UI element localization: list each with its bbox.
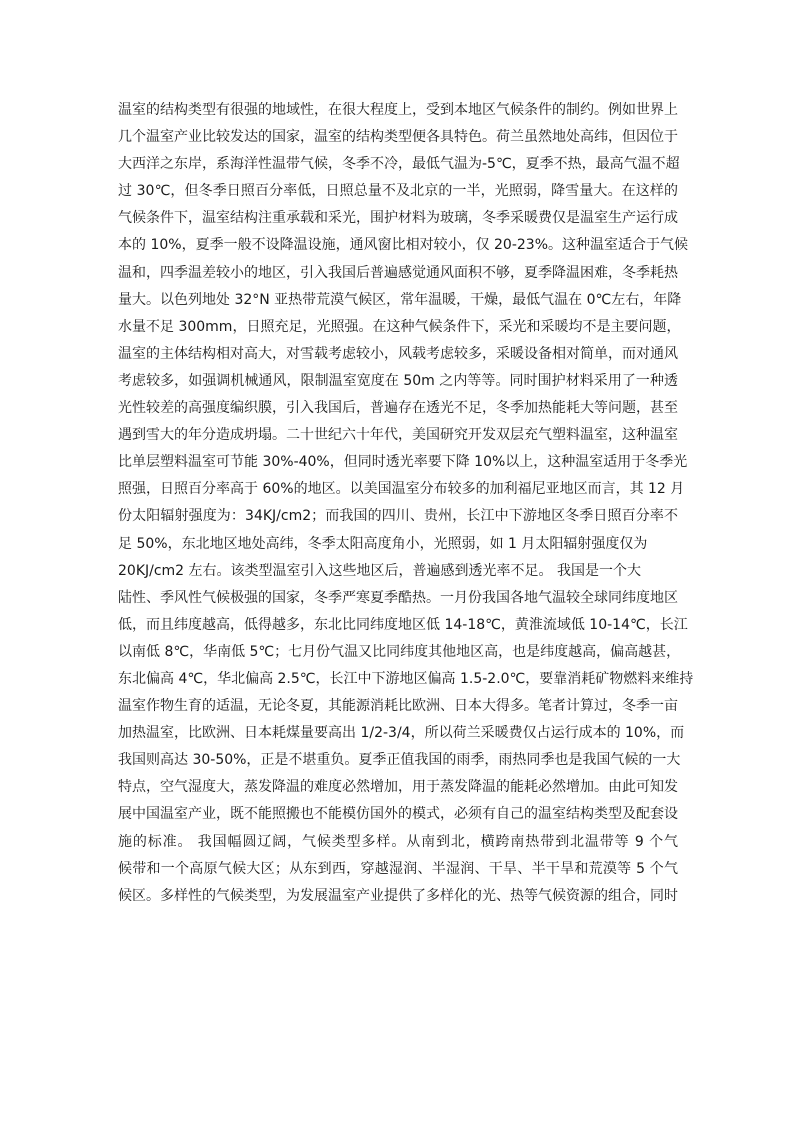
text-line: 量大。以色列地处 32°N 亚热带荒漠气候区，常年温暖，干燥，最低气温在 0℃左右，年降 bbox=[118, 291, 682, 308]
text-line: 候带和一个高原气候大区；从东到西，穿越湿润、半湿润、干旱、半干旱和荒漠等 5 个气 bbox=[118, 860, 678, 877]
text-line: 大西洋之东岸，系海洋性温带气候，冬季不冷，最低气温为-5℃，夏季不热，最高气温不超 bbox=[118, 156, 680, 173]
text-line: 足 50%，东北地区地处高纬，冬季太阳高度角小，光照弱，如 1 月太阳辐射强度仅为 bbox=[118, 535, 648, 552]
text-line: 温室的结构类型有很强的地域性，在很大程度上，受到本地区气候条件的制约。例如世界上 bbox=[118, 102, 678, 118]
text-line: 特点，空气湿度大，蒸发降温的难度必然增加，用于蒸发降温的能耗必然增加。由此可知发 bbox=[118, 779, 678, 796]
text-line: 20KJ/cm2 左右。该类型温室引入这些地区后，普遍感到透光率不足。 我国是一个大 bbox=[118, 562, 641, 579]
text-line: 过 30℃，但冬季日照百分率低，日照总量不及北京的一半，光照弱，降雪量大。在这样的 bbox=[118, 183, 678, 200]
text-line: 比单层塑料温室可节能 30%-40%，但同时透光率要下降 10%以上，这种温室适用于冬季光 bbox=[118, 454, 688, 471]
text-line: 温室的主体结构相对高大，对雪载考虑较小，风载考虑较多，采暖设备相对简单，而对通风 bbox=[118, 345, 678, 362]
text-line: 我国则高达 30-50%，正是不堪重负。夏季正值我国的雨季，雨热同季也是我国气候的一大 bbox=[118, 752, 681, 769]
text-line: 温室作物生育的适温，无论冬夏，其能源消耗比欧洲、日本大得多。笔者计算过，冬季一亩 bbox=[118, 698, 678, 715]
text-line: 陆性、季风性气候极强的国家，冬季严寒夏季酷热。一月份我国各地气温较全球同纬度地区 bbox=[118, 589, 678, 606]
text-line: 温和，四季温差较小的地区，引入我国后普遍感觉通风面积不够，夏季降温困难，冬季耗热 bbox=[118, 264, 678, 281]
text-line: 本的 10%，夏季一般不设降温设施，通风窗比相对较小，仅 20-23%。这种温室适合于气候 bbox=[118, 237, 688, 254]
text-line: 光性较差的高强度编织膜，引入我国后，普遍存在透光不足，冬季加热能耗大等问题，甚至 bbox=[118, 400, 678, 417]
text-line: 照强，日照百分率高于 60%的地区。以美国温室分布较多的加利福尼亚地区而言，其 12 月 bbox=[118, 481, 685, 498]
text-line: 东北偏高 4℃，华北偏高 2.5℃，长江中下游地区偏高 1.5-2.0℃，要靠消耗矿物燃料来维持 bbox=[118, 670, 694, 687]
text-line: 低，而且纬度越高，低得越多，东北比同纬度地区低 14-18℃，黄淮流域低 10-14℃，长江 bbox=[118, 616, 688, 633]
text-line: 气候条件下，温室结构注重承载和采光，围护材料为玻璃，冬季采暖费仅是温室生产运行成 bbox=[118, 210, 678, 227]
text-line: 考虑较多，如强调机械通风，限制温室宽度在 50m 之内等等。同时围护材料采用了一种透 bbox=[118, 372, 678, 389]
text-line: 施的标准。 我国幅圆辽阔，气候类型多样。从南到北，横跨南热带到北温带等 9 个气 bbox=[118, 833, 678, 850]
body-text bbox=[118, 97, 694, 910]
text-line: 以南低 8℃，华南低 5℃；七月份气温又比同纬度其他地区高，也是纬度越高，偏高越甚， bbox=[118, 643, 681, 660]
text-line: 水量不足 300mm，日照充足，光照强。在这种气候条件下，采光和采暖均不是主要问题， bbox=[118, 318, 681, 335]
text-line: 遇到雪大的年分造成坍塌。二十世纪六十年代，美国研究开发双层充气塑料温室，这种温室 bbox=[118, 427, 678, 444]
text-line: 候区。多样性的气候类型，为发展温室产业提供了多样化的光、热等气候资源的组合，同时 bbox=[118, 887, 678, 904]
text-line: 展中国温室产业，既不能照搬也不能模仿国外的模式，必须有自己的温室结构类型及配套设 bbox=[118, 806, 678, 823]
text-line: 份太阳辐射强度为：34KJ/cm2；而我国的四川、贵州，长江中下游地区冬季日照百分率不 bbox=[118, 508, 678, 525]
text-line: 加热温室，比欧洲、日本耗煤量要高出 1/2-3/4，所以荷兰采暖费仅占运行成本的 10%，而 bbox=[118, 725, 685, 742]
text-line: 几个温室产业比较发达的国家，温室的结构类型便各具特色。荷兰虽然地处高纬，但因位于 bbox=[118, 129, 678, 146]
